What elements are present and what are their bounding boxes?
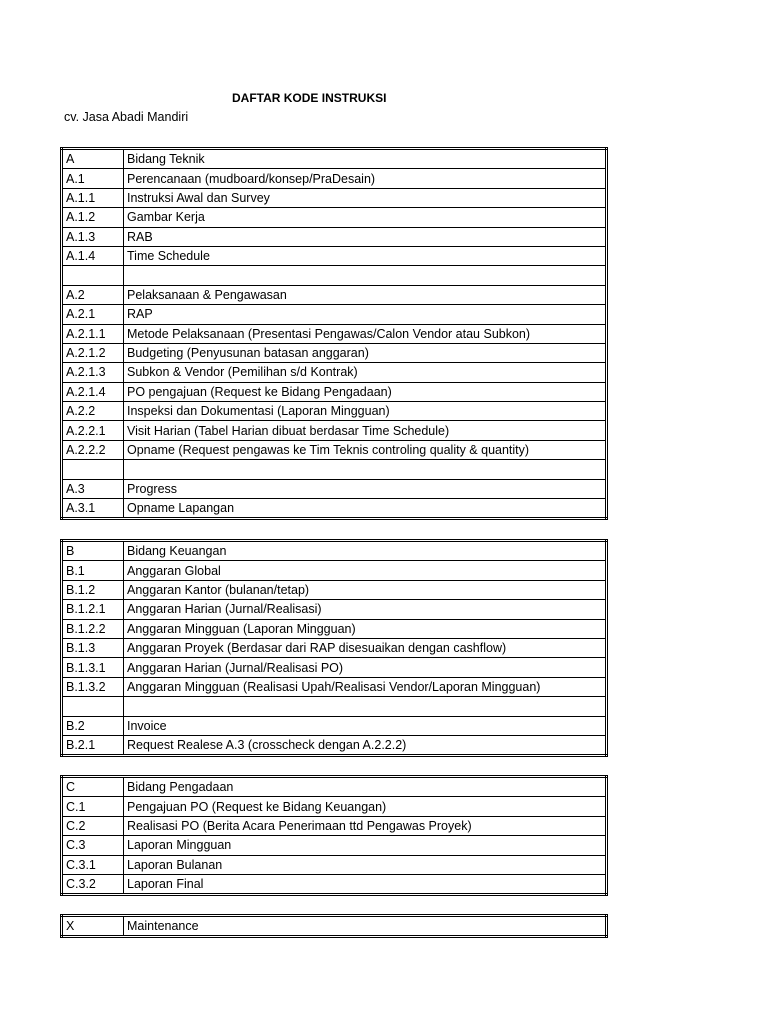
table-row — [62, 619, 607, 638]
instruction-code: A.2.1.4 — [62, 382, 124, 401]
instruction-description: Anggaran Mingguan (Laporan Mingguan) — [124, 619, 607, 638]
table-row — [62, 324, 607, 343]
instruction-code: B.1.2.1 — [62, 600, 124, 619]
section-table-c — [60, 775, 608, 896]
instruction-code — [62, 266, 124, 285]
table-row — [62, 208, 607, 227]
instruction-description: Invoice — [124, 716, 607, 735]
table-row — [62, 600, 607, 619]
instruction-code: A — [62, 149, 124, 169]
instruction-code: C.3.1 — [62, 855, 124, 874]
table-row — [62, 658, 607, 677]
instruction-code: A.1.1 — [62, 188, 124, 207]
table-row — [62, 188, 607, 207]
table-row — [62, 149, 607, 169]
instruction-description: Metode Pelaksanaan (Presentasi Pengawas/Calon Vendor atau Subkon) — [124, 324, 607, 343]
table-row — [62, 816, 607, 835]
company-name: cv. Jasa Abadi Mandiri — [64, 110, 189, 124]
instruction-code — [62, 697, 124, 716]
table-row — [62, 716, 607, 735]
section-table-x — [60, 914, 608, 938]
instruction-description: Bidang Pengadaan — [124, 777, 607, 797]
instruction-description: Pengajuan PO (Request ke Bidang Keuangan) — [124, 797, 607, 816]
table-row — [62, 440, 607, 459]
instruction-code: A.2 — [62, 285, 124, 304]
instruction-code: A.1.3 — [62, 227, 124, 246]
section-table-a — [60, 147, 608, 520]
instruction-code: C.2 — [62, 816, 124, 835]
table-row — [62, 169, 607, 188]
instruction-description: Perencanaan (mudboard/konsep/PraDesain) — [124, 169, 607, 188]
table-row — [62, 402, 607, 421]
table-row — [62, 874, 607, 894]
instruction-code — [62, 460, 124, 479]
instruction-code: C — [62, 777, 124, 797]
table-row — [62, 227, 607, 246]
table-row — [62, 421, 607, 440]
instruction-code: B.1.3.1 — [62, 658, 124, 677]
table-row — [62, 777, 607, 797]
instruction-code: A.1.4 — [62, 246, 124, 265]
instruction-code: A.2.1.2 — [62, 343, 124, 362]
table-row — [62, 541, 607, 561]
table-row — [62, 855, 607, 874]
instruction-code: B.2.1 — [62, 735, 124, 755]
instruction-code: A.1.2 — [62, 208, 124, 227]
instruction-description: PO pengajuan (Request ke Bidang Pengadaan) — [124, 382, 607, 401]
table-row — [62, 479, 607, 498]
table-row — [62, 697, 607, 716]
instruction-description: Gambar Kerja — [124, 208, 607, 227]
table-row — [62, 246, 607, 265]
instruction-description: Bidang Keuangan — [124, 541, 607, 561]
instruction-code: B.1.2.2 — [62, 619, 124, 638]
instruction-code: B.1.3.2 — [62, 677, 124, 696]
table-row — [62, 285, 607, 304]
instruction-description — [124, 697, 607, 716]
instruction-code: A.3.1 — [62, 499, 124, 519]
instruction-description: RAB — [124, 227, 607, 246]
instruction-description: Inspeksi dan Dokumentasi (Laporan Mingguan) — [124, 402, 607, 421]
instruction-description: Anggaran Harian (Jurnal/Realisasi) — [124, 600, 607, 619]
instruction-description: Progress — [124, 479, 607, 498]
instruction-description: Maintenance — [124, 916, 607, 937]
table-row — [62, 836, 607, 855]
instruction-code: A.2.1.1 — [62, 324, 124, 343]
table-row — [62, 499, 607, 519]
instruction-code: A.1 — [62, 169, 124, 188]
instruction-description: Laporan Final — [124, 874, 607, 894]
instruction-code: A.3 — [62, 479, 124, 498]
table-row — [62, 561, 607, 580]
instruction-code: B — [62, 541, 124, 561]
section-table-b — [60, 539, 608, 757]
table-row — [62, 305, 607, 324]
instruction-description: Request Realese A.3 (crosscheck dengan A.2.2.2) — [124, 735, 607, 755]
instruction-description: Bidang Teknik — [124, 149, 607, 169]
instruction-description: Laporan Bulanan — [124, 855, 607, 874]
instruction-description: Opname Lapangan — [124, 499, 607, 519]
instruction-description: Anggaran Global — [124, 561, 607, 580]
table-row — [62, 916, 607, 937]
instruction-description — [124, 266, 607, 285]
instruction-description: Time Schedule — [124, 246, 607, 265]
instruction-description: Instruksi Awal dan Survey — [124, 188, 607, 207]
instruction-code: A.2.2 — [62, 402, 124, 421]
instruction-code: X — [62, 916, 124, 937]
page-title: DAFTAR KODE INSTRUKSI — [232, 91, 387, 105]
table-row — [62, 638, 607, 657]
instruction-code: A.2.1 — [62, 305, 124, 324]
instruction-description: Subkon & Vendor (Pemilihan s/d Kontrak) — [124, 363, 607, 382]
instruction-code: C.3 — [62, 836, 124, 855]
table-row — [62, 677, 607, 696]
instruction-code: C.3.2 — [62, 874, 124, 894]
instruction-code: B.2 — [62, 716, 124, 735]
table-row — [62, 580, 607, 599]
instruction-description: Anggaran Kantor (bulanan/tetap) — [124, 580, 607, 599]
instruction-description: Laporan Mingguan — [124, 836, 607, 855]
instruction-description: RAP — [124, 305, 607, 324]
instruction-description: Visit Harian (Tabel Harian dibuat berdasar Time Schedule) — [124, 421, 607, 440]
instruction-description: Anggaran Mingguan (Realisasi Upah/Realisasi Vendor/Laporan Mingguan) — [124, 677, 607, 696]
instruction-description: Anggaran Harian (Jurnal/Realisasi PO) — [124, 658, 607, 677]
instruction-description: Realisasi PO (Berita Acara Penerimaan ttd Pengawas Proyek) — [124, 816, 607, 835]
instruction-description — [124, 460, 607, 479]
instruction-description: Opname (Request pengawas ke Tim Teknis controling quality & quantity) — [124, 440, 607, 459]
instruction-code: B.1.2 — [62, 580, 124, 599]
table-row — [62, 735, 607, 755]
instruction-description: Pelaksanaan & Pengawasan — [124, 285, 607, 304]
table-row — [62, 382, 607, 401]
instruction-description: Anggaran Proyek (Berdasar dari RAP disesuaikan dengan cashflow) — [124, 638, 607, 657]
instruction-code: B.1.3 — [62, 638, 124, 657]
table-row — [62, 363, 607, 382]
instruction-code: A.2.1.3 — [62, 363, 124, 382]
table-row — [62, 797, 607, 816]
instruction-code: A.2.2.1 — [62, 421, 124, 440]
instruction-code: A.2.2.2 — [62, 440, 124, 459]
table-row — [62, 343, 607, 362]
instruction-code: B.1 — [62, 561, 124, 580]
table-row — [62, 266, 607, 285]
instruction-code: C.1 — [62, 797, 124, 816]
instruction-description: Budgeting (Penyusunan batasan anggaran) — [124, 343, 607, 362]
table-row — [62, 460, 607, 479]
